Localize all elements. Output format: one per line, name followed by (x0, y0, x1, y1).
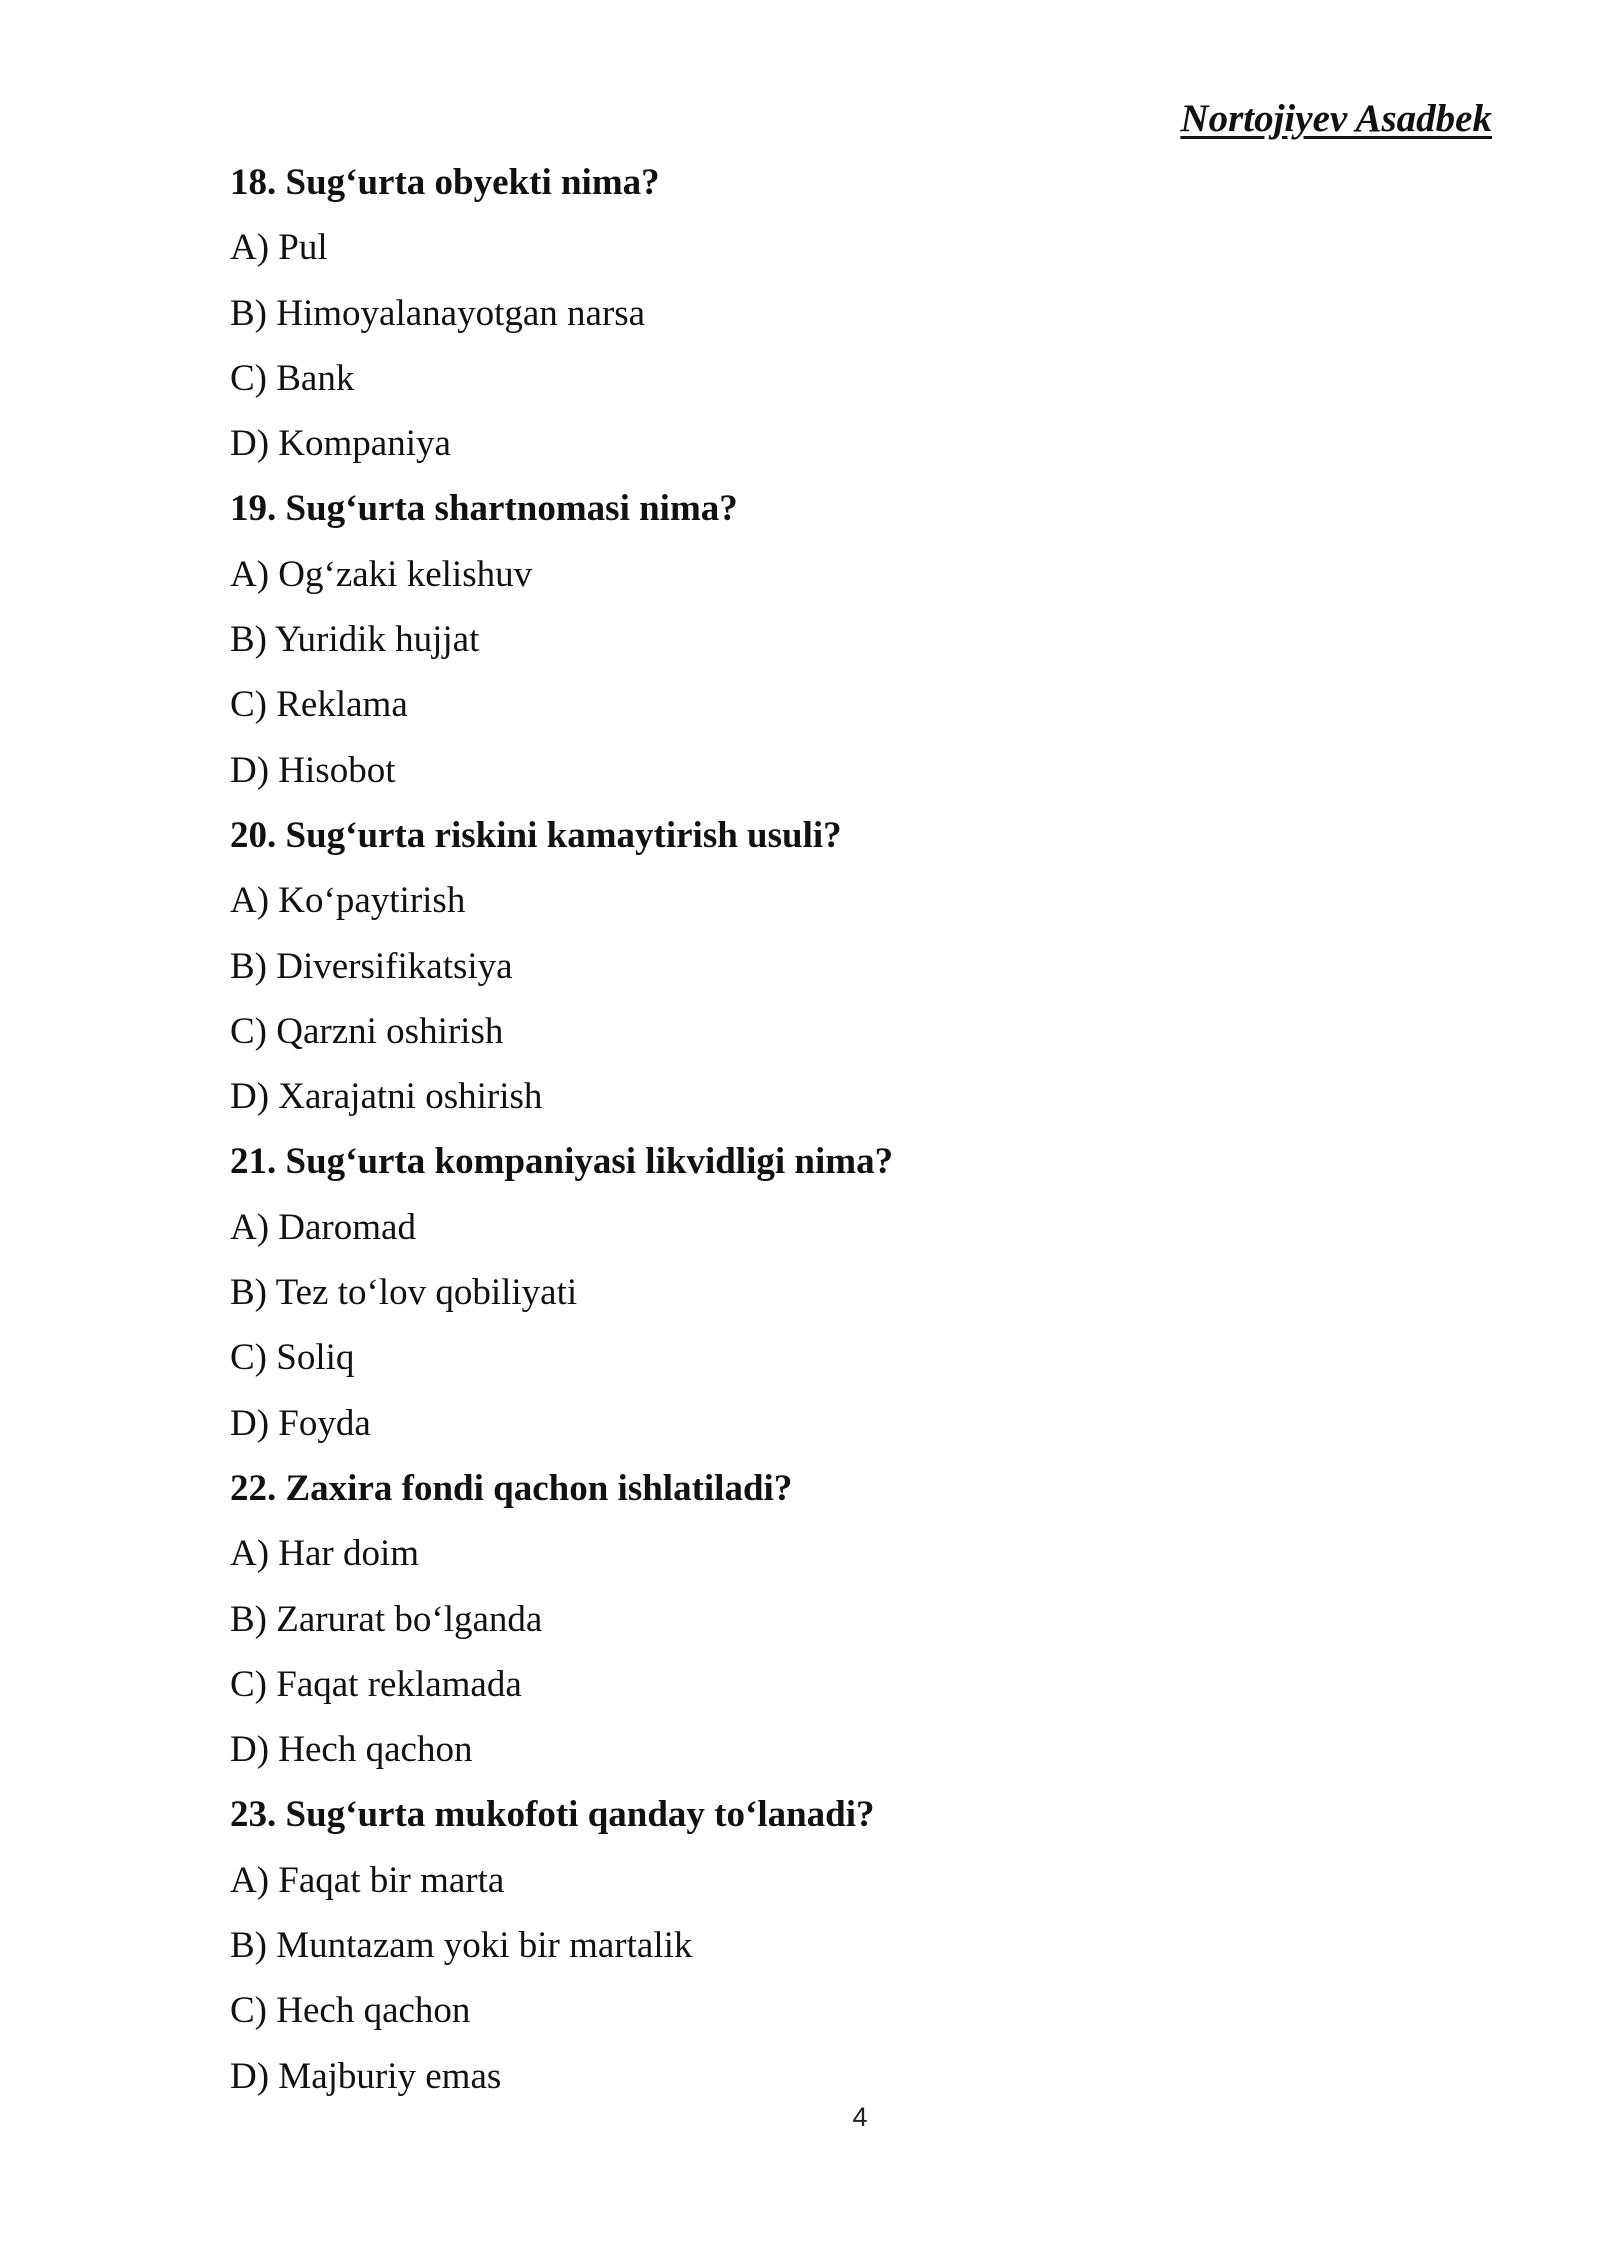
quiz-content (230, 150, 1490, 2109)
page-number: 4 (852, 2102, 868, 2132)
question-20 (230, 803, 1490, 1129)
answer-option-a: A) Faqat bir marta (230, 1859, 505, 1901)
question-text: 22. Zaxira fondi qachon ishlatiladi? (230, 1467, 793, 1509)
answer-option-d: D) Hech qachon (230, 1729, 473, 1771)
answer-option-a: A) Pul (230, 227, 328, 269)
question-22 (230, 1456, 1490, 1782)
answer-option-d: D) Kompaniya (230, 423, 451, 465)
answer-option-b: B) Himoyalanayotgan narsa (230, 292, 646, 334)
answer-option-c: C) Hech qachon (230, 1990, 471, 2032)
answer-option-a: A) Og‘zaki kelishuv (230, 553, 533, 595)
answer-option-c: C) Bank (230, 357, 355, 399)
question-text: 20. Sug‘urta riskini kamaytirish usuli? (230, 814, 842, 856)
answer-option-a: A) Ko‘paytirish (230, 880, 466, 922)
answer-option-c: C) Reklama (230, 684, 408, 726)
answer-option-a: A) Daromad (230, 1206, 416, 1248)
answer-option-d: D) Majburiy emas (230, 2055, 502, 2097)
question-21 (230, 1129, 1490, 1455)
answer-option-b: B) Tez to‘lov qobiliyati (230, 1272, 578, 1314)
question-23 (230, 1782, 1490, 2108)
question-19 (230, 476, 1490, 802)
answer-option-b: B) Zarurat bo‘lganda (230, 1598, 543, 1640)
answer-option-c: C) Faqat reklamada (230, 1663, 522, 1705)
question-18 (230, 150, 1490, 476)
answer-option-c: C) Soliq (230, 1337, 355, 1379)
answer-option-b: B) Yuridik hujjat (230, 619, 480, 661)
answer-option-d: D) Xarajatni oshirish (230, 1076, 543, 1118)
answer-option-c: C) Qarzni oshirish (230, 1010, 504, 1052)
question-text: 21. Sug‘urta kompaniyasi likvidligi nima? (230, 1141, 894, 1183)
answer-option-b: B) Muntazam yoki bir martalik (230, 1925, 693, 1967)
question-text: 23. Sug‘urta mukofoti qanday to‘lanadi? (230, 1794, 875, 1836)
question-text: 19. Sug‘urta shartnomasi nima? (230, 488, 738, 530)
author-name: Nortojiyev Asadbek (1180, 97, 1492, 140)
answer-option-d: D) Foyda (230, 1402, 371, 1444)
answer-option-a: A) Har doim (230, 1533, 420, 1575)
answer-option-b: B) Diversifikatsiya (230, 945, 513, 987)
question-text: 18. Sug‘urta obyekti nima? (230, 162, 660, 203)
answer-option-d: D) Hisobot (230, 749, 396, 791)
